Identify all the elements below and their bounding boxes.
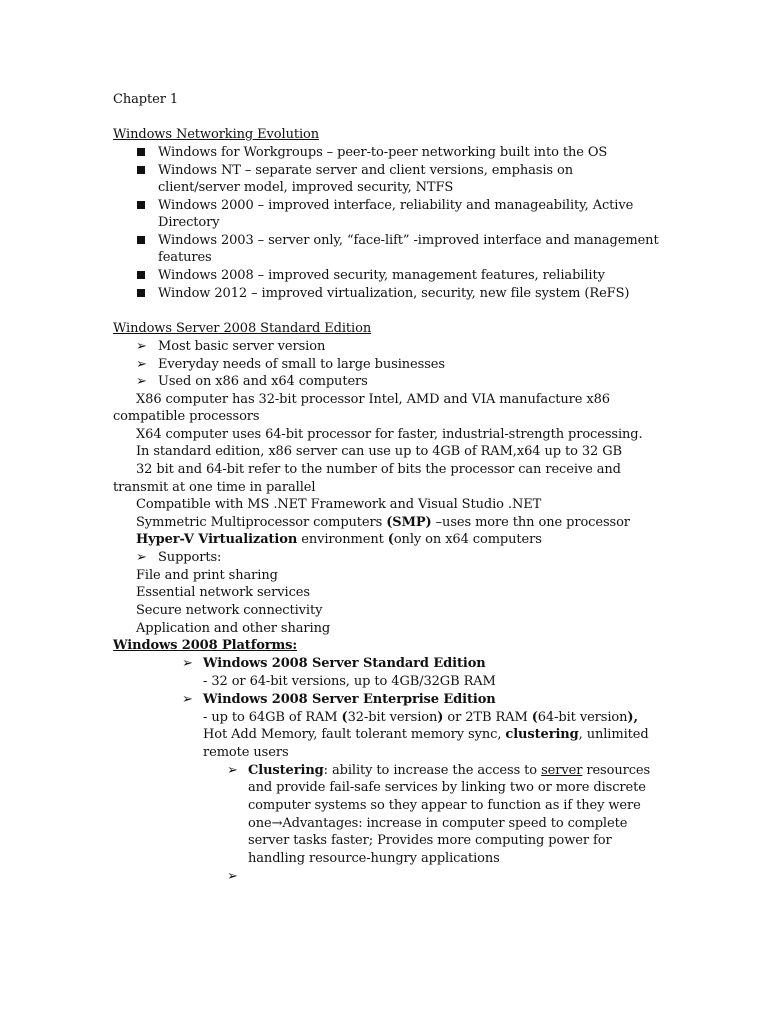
standard-bullet: Most basic server version — [158, 339, 326, 354]
evolution-item: Windows 2000 – improved interface, reliability and manageability, Active — [158, 198, 634, 213]
arrow-bullet-icon: ➢ — [136, 357, 147, 372]
clustering-text: resources — [582, 763, 651, 778]
ent-paren: ), — [627, 710, 638, 725]
arrow-bullet-icon: ➢ — [227, 869, 238, 884]
smp-text: Symmetric Multiprocessor computers — [136, 515, 387, 530]
support-item: Essential network services — [136, 585, 310, 600]
evolution-item: Windows NT – separate server and client versions, emphasis on — [158, 163, 573, 178]
ent-text: - up to 64GB of RAM — [203, 710, 342, 725]
evolution-item: Window 2012 – improved virtualization, security, new file system (ReFS) — [158, 286, 630, 301]
ent-paren: ( — [341, 710, 348, 725]
clustering-term: Clustering — [248, 763, 324, 778]
hyperv-line — [136, 531, 542, 549]
square-bullet-icon — [137, 271, 145, 279]
ent-text: , unlimited — [578, 727, 649, 742]
clustering-text: : ability to increase the access to — [323, 763, 542, 778]
evolution-item: Windows 2008 – improved security, management features, reliability — [158, 268, 605, 283]
standard-edition-title: Windows 2008 Server Standard Edition — [203, 656, 486, 671]
evolution-item-cont: client/server model, improved security, NTFS — [158, 180, 454, 195]
ent-paren: ( — [531, 710, 538, 725]
support-item: Application and other sharing — [136, 621, 331, 636]
smp-abbrev: (SMP) — [386, 515, 432, 530]
bits-line-cont: transmit at one time in parallel — [113, 480, 316, 495]
clustering-line2: and provide fail-safe services by linking two or more discrete — [248, 780, 646, 795]
enterprise-edition-title: Windows 2008 Server Enterprise Edition — [203, 692, 496, 707]
platforms-heading: Windows 2008 Platforms: — [113, 638, 298, 653]
ent-clustering: clustering — [505, 727, 579, 742]
square-bullet-icon — [137, 201, 145, 209]
clustering-text: Advantages: increase in computer speed to complete — [282, 816, 628, 831]
arrow-bullet-icon: ➢ — [227, 763, 238, 778]
standard-heading: Windows Server 2008 Standard Edition — [113, 321, 372, 336]
clustering-line5: server tasks faster; Provides more computing power for — [248, 833, 612, 848]
ent-text: Hot Add Memory, fault tolerant memory sync, — [203, 727, 506, 742]
ent-paren: ) — [437, 710, 444, 725]
clustering-line3: computer systems so they appear to function as if they were — [248, 798, 641, 813]
evolution-item-cont: Directory — [158, 215, 220, 230]
arrow-bullet-icon: ➢ — [136, 339, 147, 354]
ent-text: or 2TB RAM — [443, 710, 532, 725]
chapter-title: Chapter 1 — [113, 92, 179, 107]
hyperv-mid: environment — [297, 532, 388, 547]
x86-line-cont: compatible processors — [113, 409, 260, 424]
standard-edition-desc: - 32 or 64-bit versions, up to 4GB/32GB RAM — [203, 674, 496, 689]
smp-line — [136, 514, 630, 532]
smp-text-post: –uses more thn one processor — [431, 515, 630, 530]
right-arrow-icon: → — [271, 816, 283, 831]
clustering-line4 — [248, 815, 627, 833]
server-link[interactable]: server — [541, 763, 583, 778]
arrow-bullet-icon: ➢ — [136, 374, 147, 389]
x64-line: X64 computer uses 64-bit processor for faster, industrial-strength processing. — [136, 427, 643, 442]
square-bullet-icon — [137, 236, 145, 244]
bits-line: 32 bit and 64-bit refer to the number of bits the processor can receive and — [136, 462, 621, 477]
arrow-bullet-icon: ➢ — [182, 656, 193, 671]
support-item: File and print sharing — [136, 568, 278, 583]
arrow-bullet-icon: ➢ — [182, 692, 193, 707]
clustering-text: one — [248, 816, 272, 831]
ent-text: 32-bit version — [347, 710, 438, 725]
x86-line: X86 computer has 32-bit processor Intel, AMD and VIA manufacture x86 — [136, 392, 610, 407]
supports-label: Supports: — [158, 550, 222, 565]
ent-text: 64-bit version — [537, 710, 628, 725]
standard-bullet: Everyday needs of small to large businesses — [158, 357, 445, 372]
standard-bullet: Used on x86 and x64 computers — [158, 374, 368, 389]
clustering-line6: handling resource-hungry applications — [248, 851, 500, 866]
square-bullet-icon — [137, 148, 145, 156]
enterprise-desc-line2 — [203, 726, 649, 744]
arrow-bullet-icon: ➢ — [136, 550, 147, 565]
support-item: Secure network connectivity — [136, 603, 323, 618]
hyperv-post: only on x64 computers — [393, 532, 542, 547]
enterprise-desc-line3: remote users — [203, 745, 289, 760]
square-bullet-icon — [137, 289, 145, 297]
evolution-heading: Windows Networking Evolution — [113, 127, 320, 142]
enterprise-desc-line1 — [203, 709, 638, 727]
clustering-line1 — [248, 762, 650, 780]
ram-line: In standard edition, x86 server can use up to 4GB of RAM,x64 up to 32 GB — [136, 444, 622, 459]
square-bullet-icon — [137, 166, 145, 174]
evolution-item: Windows 2003 – server only, “face-lift” -improved interface and management — [158, 233, 659, 248]
evolution-item-cont: features — [158, 250, 212, 265]
hyperv-bold: Hyper-V Virtualization — [136, 532, 298, 547]
evolution-item: Windows for Workgroups – peer-to-peer networking built into the OS — [158, 145, 608, 160]
hyperv-paren: ( — [387, 532, 394, 547]
compat-line: Compatible with MS .NET Framework and Visual Studio .NET — [136, 497, 542, 512]
